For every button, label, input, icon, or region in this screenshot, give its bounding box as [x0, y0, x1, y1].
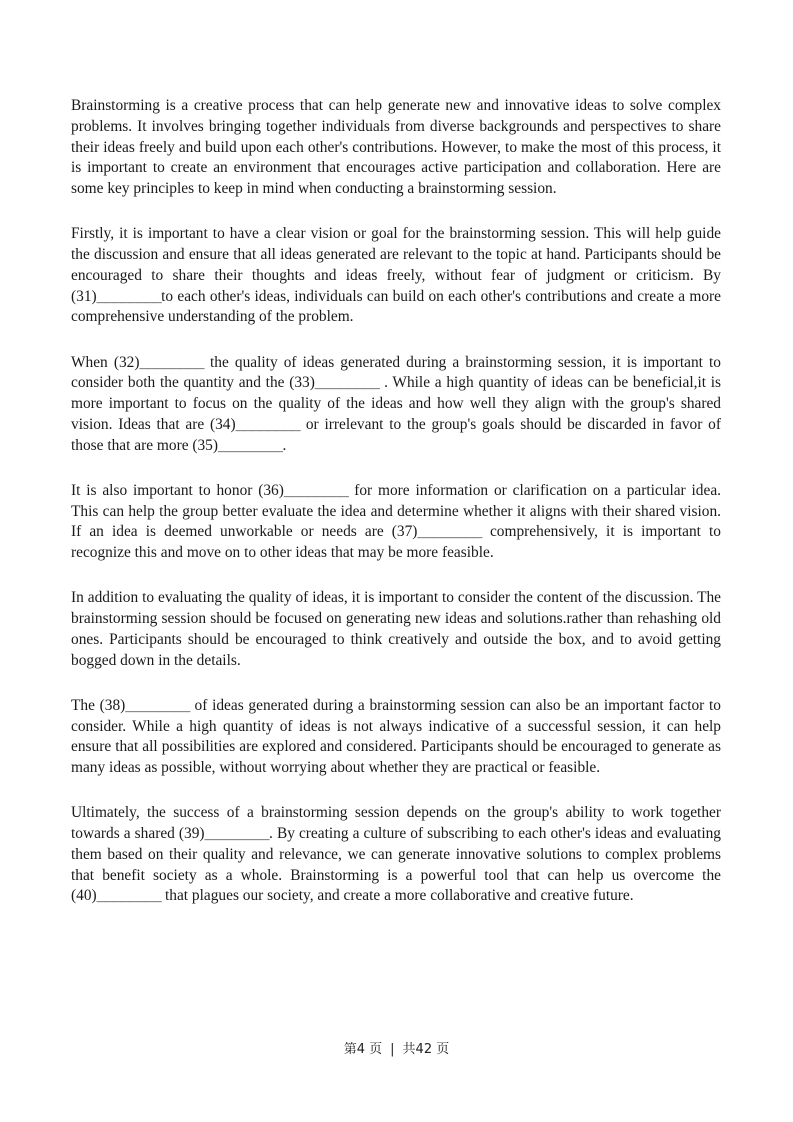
- paragraph-text: When (32): [71, 353, 140, 371]
- paragraph-text: . While a high quantity of ideas can be beneficial,it is more important to focus on the quality of the ideas and how well they align with the group's shared vision. Ideas that are (34): [71, 374, 721, 433]
- paragraph-text: the quality of ideas generated during a brainstorming session, it is important to consider both the quantity and the (33): [71, 353, 721, 392]
- blank-32: ________: [139, 353, 204, 371]
- paragraph-7: [71, 803, 721, 907]
- blank-31: ________: [96, 287, 162, 305]
- blank-33: ________: [314, 374, 380, 392]
- blank-38: ________: [125, 696, 190, 714]
- blank-39: ________: [204, 825, 270, 842]
- paragraph-text: Ultimately, the success of a brainstorming session depends on the group's ability to work together towards a shared (39): [71, 804, 721, 842]
- paragraph-text: In addition to evaluating the quality of ideas, it is important to consider the content of the discussion. The brainstorming session should be focused on generating new ideas and solutions.rather than rehashing old ones. Participants should be encouraged to think creatively and outside the box, and to avoid getting bogged down in the details.: [71, 589, 721, 669]
- paragraph-text: Brainstorming is a creative process that can help generate new and innovative ideas to solve complex problems. It involves bringing together individuals from diverse backgrounds and perspectives to share their ideas freely and build upon each other's contributions. However, to make the most of this process, it is important to create an environment that encourages active participation and collaboration. Here are some key principles to keep in mind when conducting a brainstorming session.: [71, 97, 721, 197]
- total-pages-indicator: 共42 页: [402, 1042, 450, 1057]
- paragraph-6: [71, 696, 721, 779]
- paragraph-text: of ideas generated during a brainstorming session can also be an important factor to consider. While a high quantity of ideas is not always indicative of a successful session, it can help ensure that all possibilities are explored and considered. Participants should be encouraged to generate as many ideas as possible, without worrying about whether they are practical or feasible.: [71, 696, 721, 776]
- paragraph-4: [71, 481, 721, 564]
- blank-37: ________: [417, 523, 482, 541]
- blank-40: ________: [96, 887, 162, 905]
- paragraph-text: for more information or clarification on a particular idea. This can help the group better evaluate the idea and determine whether it aligns with their shared vision. If an idea is deemed unworkable or needs are (37): [71, 481, 721, 541]
- paragraph-text: . By creating a culture of subscribing to each other's ideas and evaluating them based on their quality and relevance, we can generate innovative solutions to complex problems that benefit society as a whole. Brainstorming is a powerful tool that can help us overcome the (40): [71, 825, 721, 905]
- page-footer: [0, 1038, 793, 1057]
- blank-36: ________: [283, 481, 349, 499]
- passage-body: [71, 96, 721, 932]
- paragraph-text: to each other's ideas, individuals can build on each other's contributions and create a more comprehensive understanding of the problem.: [71, 287, 721, 326]
- footer-separator: |: [390, 1042, 395, 1057]
- blank-35: ________: [218, 436, 283, 454]
- paragraph-2: [71, 224, 721, 328]
- paragraph-text: comprehensively, it is important to recognize this and move on to other ideas that may be more feasible.: [71, 523, 721, 561]
- paragraph-5: [71, 588, 721, 671]
- paragraph-text: It is also important to honor (36): [71, 481, 284, 499]
- current-page-indicator: 第4 页: [343, 1042, 383, 1057]
- paragraph-text: .: [282, 436, 287, 454]
- blank-34: ________: [235, 415, 301, 433]
- paragraph-text: Firstly, it is important to have a clear vision or goal for the brainstorming session. This will help guide the discussion and ensure that all ideas generated are relevant to the topic at hand. Participants should be encouraged to share their thoughts and ideas freely, without fear of judgment or criticism. By (31): [71, 225, 721, 305]
- paragraph-1: [71, 96, 721, 200]
- paragraph-3: [71, 353, 721, 457]
- paragraph-text: that plagues our society, and create a more collaborative and creative future.: [161, 887, 634, 905]
- paragraph-text: or irrelevant to the group's goals should be discarded in favor of those that are more (35): [71, 415, 721, 454]
- paragraph-text: The (38): [71, 696, 126, 714]
